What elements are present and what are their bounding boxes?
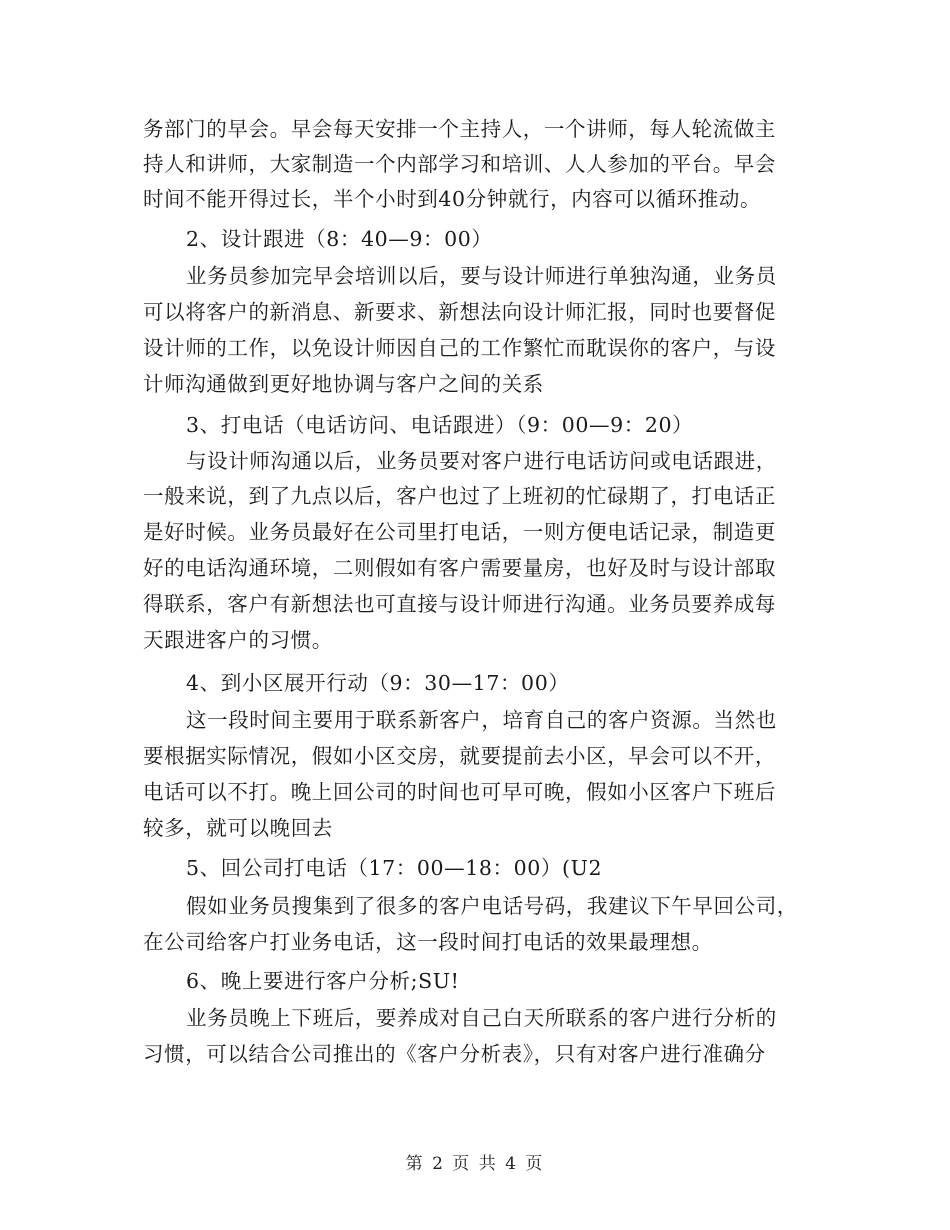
paragraph-line: 一般来说，到了九点以后，客户也过了上班初的忙碌期了，打电话正 (143, 484, 776, 508)
paragraph-line: 习惯，可以结合公司推出的《客户分析表》，只有对客户进行准确分 (143, 1042, 766, 1066)
paragraph-line: 持人和讲师，大家制造一个内部学习和培训、人人参加的平台。早会 (143, 152, 776, 176)
paragraph-line: 计师沟通做到更好地协调与客户之间的关系 (143, 372, 544, 396)
paragraph-line: 这一段时间主要用于联系新客户，培育自己的客户资源。当然也 (186, 708, 777, 732)
paragraph-line: 电话可以不打。晚上回公司的时间也可早可晚，假如小区客户下班后 (143, 780, 776, 804)
paragraph-line: 业务员晚上下班后，要养成对自己白天所联系的客户进行分析的 (186, 1006, 777, 1030)
paragraph-line: 业务员参加完早会培训以后，要与设计师进行单独沟通，业务员 (186, 264, 777, 288)
paragraph-line: 天跟进客户的习惯。 (143, 628, 333, 652)
paragraph-line: 较多，就可以晚回去 (143, 816, 333, 840)
paragraph-line: 务部门的早会。早会每天安排一个主持人，一个讲师，每人轮流做主 (143, 117, 776, 141)
section-heading: 4、到小区展开行动（9：30—17：00） (186, 671, 570, 695)
section-heading: 6、晚上要进行客户分析;SU! (186, 969, 460, 993)
paragraph-line: 设计师的工作，以免设计师因自己的工作繁忙而耽误你的客户，与设 (143, 336, 776, 360)
page-footer: 第 2 页 共 4 页 (405, 1154, 545, 1174)
paragraph-line: 时间不能开得过长，半个小时到40分钟就行，内容可以循环推动。 (143, 187, 762, 211)
paragraph-line: 要根据实际情况，假如小区交房，就要提前去小区，早会可以不开， (143, 744, 776, 768)
paragraph-line: 好的电话沟通环境，二则假如有客户需要量房，也好及时与设计部取 (143, 556, 776, 580)
section-heading: 5、回公司打电话（17：00—18：00）(U2 (186, 856, 603, 880)
paragraph-line: 在公司给客户打业务电话，这一段时间打电话的效果最理想。 (143, 930, 713, 954)
paragraph-line: 与设计师沟通以后，业务员要对客户进行电话访问或电话跟进， (186, 449, 777, 473)
paragraph-line: 假如业务员搜集到了很多的客户电话号码，我建议下午早回公司， (186, 894, 798, 918)
section-heading: 3、打电话（电话访问、电话跟进）（9：00—9：20） (186, 413, 694, 437)
section-heading: 2、设计跟进（8：40—9：00） (186, 227, 493, 251)
paragraph-line: 得联系，客户有新想法也可直接与设计师进行沟通。业务员要养成每 (143, 592, 776, 616)
paragraph-line: 是好时候。业务员最好在公司里打电话，一则方便电话记录，制造更 (143, 520, 776, 544)
paragraph-line: 可以将客户的新消息、新要求、新想法向设计师汇报，同时也要督促 (143, 300, 776, 324)
